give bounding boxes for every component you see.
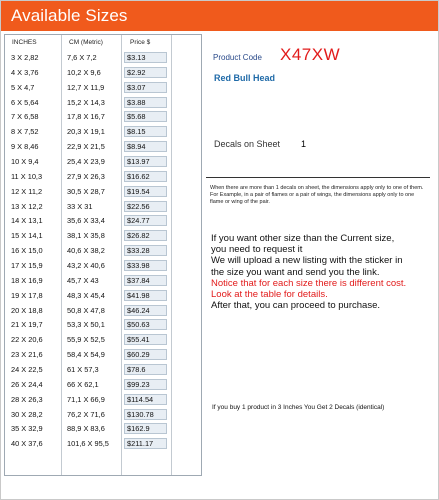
- size-inches: 21 X 19,7: [11, 320, 43, 330]
- size-inches: 19 X 17,8: [11, 290, 43, 300]
- size-inches: 5 X 4,7: [11, 82, 35, 92]
- size-inches: 10 X 9,4: [11, 157, 39, 167]
- price: $78.6: [124, 364, 167, 375]
- table-row: [5, 66, 201, 81]
- size-inches: 18 X 16,9: [11, 275, 43, 285]
- table-row: [5, 51, 201, 66]
- size-inches: 9 X 8,46: [11, 142, 39, 152]
- table-row: [5, 229, 201, 244]
- size-inches: 14 X 13,1: [11, 216, 43, 226]
- info-line: After that, you can proceed to purchase.: [211, 300, 380, 312]
- price: $41.98: [124, 290, 167, 301]
- size-cm: 12,7 X 11,9: [67, 82, 105, 92]
- table-row: [5, 110, 201, 125]
- table-row: [5, 422, 201, 437]
- table-row: [5, 125, 201, 140]
- table-row: [5, 378, 201, 393]
- price: $46.24: [124, 305, 167, 316]
- price: $50.63: [124, 319, 167, 330]
- price: $99.23: [124, 379, 167, 390]
- size-cm: 61 X 57,3: [67, 365, 99, 375]
- size-cm: 27,9 X 26,3: [67, 171, 105, 181]
- size-cm: 7,6 X 7,2: [67, 53, 97, 62]
- price: $55.41: [124, 334, 167, 345]
- price: $162.9: [124, 423, 167, 434]
- price: $211.17: [124, 438, 167, 449]
- table-row: [5, 214, 201, 229]
- note-line: When there are more than 1 decals on sheet, the dimensions apply only to one of them.: [210, 185, 424, 191]
- table-row: [5, 289, 201, 304]
- size-inches: 8 X 7,52: [11, 127, 39, 137]
- product-code-label: Product Code: [213, 53, 262, 62]
- table-row: [5, 304, 201, 319]
- size-cm: 50,8 X 47,8: [67, 305, 105, 315]
- price: $37.84: [124, 275, 167, 286]
- size-cm: 17,8 X 16,7: [67, 112, 105, 122]
- size-cm: 35,6 X 33,4: [67, 216, 105, 226]
- price: $5.68: [124, 111, 167, 122]
- column-header-inches: INCHES: [12, 39, 37, 46]
- table-row: [5, 185, 201, 200]
- size-inches: 28 X 26,3: [11, 394, 43, 404]
- table-row: [5, 333, 201, 348]
- note-line: For Example, in a pair of flames or a pair of wings, the dimensions apply only to one flame or wing of the pair.: [210, 192, 415, 205]
- size-cm: 66 X 62,1: [67, 379, 99, 389]
- price: $3.13: [124, 52, 167, 63]
- price: $8.94: [124, 141, 167, 152]
- size-cm: 45,7 X 43: [67, 275, 99, 285]
- info-line: you need to request it: [211, 244, 303, 256]
- size-price-table: [4, 34, 202, 476]
- size-inches: 30 X 28,2: [11, 409, 43, 419]
- size-cm: 55,9 X 52,5: [67, 335, 105, 345]
- price: $130.78: [124, 409, 167, 420]
- info-warning: Notice that for each size there is different cost.: [211, 277, 407, 289]
- custom-size-info: [211, 233, 433, 311]
- size-cm: 88,9 X 83,6: [67, 424, 105, 434]
- price: $3.88: [124, 97, 167, 108]
- size-inches: 13 X 12,2: [11, 201, 43, 211]
- table-row: [5, 96, 201, 111]
- price: $2.92: [124, 67, 167, 78]
- size-inches: 40 X 37,6: [11, 439, 43, 449]
- footer-note: If you buy 1 product in 3 Inches You Get 2 Decals (identical): [212, 404, 385, 411]
- table-row: [5, 244, 201, 259]
- table-row: [5, 363, 201, 378]
- price: $33.98: [124, 260, 167, 271]
- price: $26.82: [124, 230, 167, 241]
- info-line: the size you want and send you the link.: [211, 266, 380, 278]
- size-cm: 53,3 X 50,1: [67, 320, 105, 330]
- table-row: [5, 155, 201, 170]
- price: $60.29: [124, 349, 167, 360]
- size-inches: 22 X 20,6: [11, 335, 43, 345]
- size-cm: 71,1 X 66,9: [67, 394, 105, 404]
- price: $3.07: [124, 82, 167, 93]
- price: $13.97: [124, 156, 167, 167]
- product-name: Red Bull Head: [214, 73, 276, 83]
- size-inches: 15 X 14,1: [11, 231, 43, 241]
- multi-decal-note: [210, 185, 428, 206]
- price: $33.28: [124, 245, 167, 256]
- column-header-cm: CM (Metric): [69, 39, 103, 46]
- info-warning: Look at the table for details.: [211, 289, 328, 301]
- size-cm: 38,1 X 35,8: [67, 231, 105, 241]
- table-row: [5, 81, 201, 96]
- size-inches: 24 X 22,5: [11, 365, 43, 375]
- size-cm: 20,3 X 19,1: [67, 127, 105, 137]
- size-inches: 11 X 10,3: [11, 171, 43, 181]
- size-inches: 7 X 6,58: [11, 112, 39, 122]
- page-title: Available Sizes: [11, 6, 128, 25]
- size-cm: 22,9 X 21,5: [67, 142, 105, 152]
- column-header-price: Price $: [130, 39, 151, 46]
- table-row: [5, 408, 201, 423]
- table-row: [5, 170, 201, 185]
- table-row: [5, 318, 201, 333]
- info-line: If you want other size than the Current size,: [211, 233, 395, 244]
- size-cm: 15,2 X 14,3: [67, 97, 105, 107]
- decals-on-sheet-label: Decals on Sheet: [214, 139, 281, 149]
- table-row: [5, 140, 201, 155]
- size-cm: 40,6 X 38,2: [67, 246, 105, 256]
- size-cm: 33 X 31: [67, 201, 93, 211]
- size-inches: 4 X 3,76: [11, 67, 39, 77]
- table-row: [5, 200, 201, 215]
- size-cm: 101,6 X 95,5: [67, 439, 109, 449]
- size-cm: 43,2 X 40,6: [67, 261, 105, 271]
- size-cm: 25,4 X 23,9: [67, 157, 105, 167]
- size-cm: 48,3 X 45,4: [67, 290, 105, 300]
- price: $16.62: [124, 171, 167, 182]
- table-row: [5, 393, 201, 408]
- size-inches: 26 X 24,4: [11, 379, 43, 389]
- product-code: X47XW: [280, 45, 341, 64]
- size-inches: 23 X 21,6: [11, 350, 43, 360]
- table-row: [5, 274, 201, 289]
- price: $114.54: [124, 394, 167, 405]
- size-inches: 3 X 2,82: [11, 53, 39, 62]
- price: $22.56: [124, 201, 167, 212]
- table-row: [5, 348, 201, 363]
- price: $24.77: [124, 215, 167, 226]
- divider: [206, 177, 430, 178]
- price: $8.15: [124, 126, 167, 137]
- size-cm: 30,5 X 28,7: [67, 186, 105, 196]
- table-row: [5, 437, 201, 452]
- size-cm: 76,2 X 71,6: [67, 409, 105, 419]
- table-row: [5, 259, 201, 274]
- size-cm: 10,2 X 9,6: [67, 67, 101, 77]
- decals-on-sheet-count: 1: [301, 139, 307, 149]
- table-header: [5, 35, 201, 50]
- table-body: [5, 51, 201, 452]
- header-banner: [1, 1, 438, 31]
- size-inches: 6 X 5,64: [11, 97, 39, 107]
- size-inches: 16 X 15,0: [11, 246, 43, 256]
- size-inches: 17 X 15,9: [11, 261, 43, 271]
- size-inches: 20 X 18,8: [11, 305, 43, 315]
- size-inches: 35 X 32,9: [11, 424, 43, 434]
- price: $19.54: [124, 186, 167, 197]
- size-cm: 58,4 X 54,9: [67, 350, 105, 360]
- size-inches: 12 X 11,2: [11, 186, 43, 196]
- info-line: We will upload a new listing with the sticker in: [211, 255, 403, 267]
